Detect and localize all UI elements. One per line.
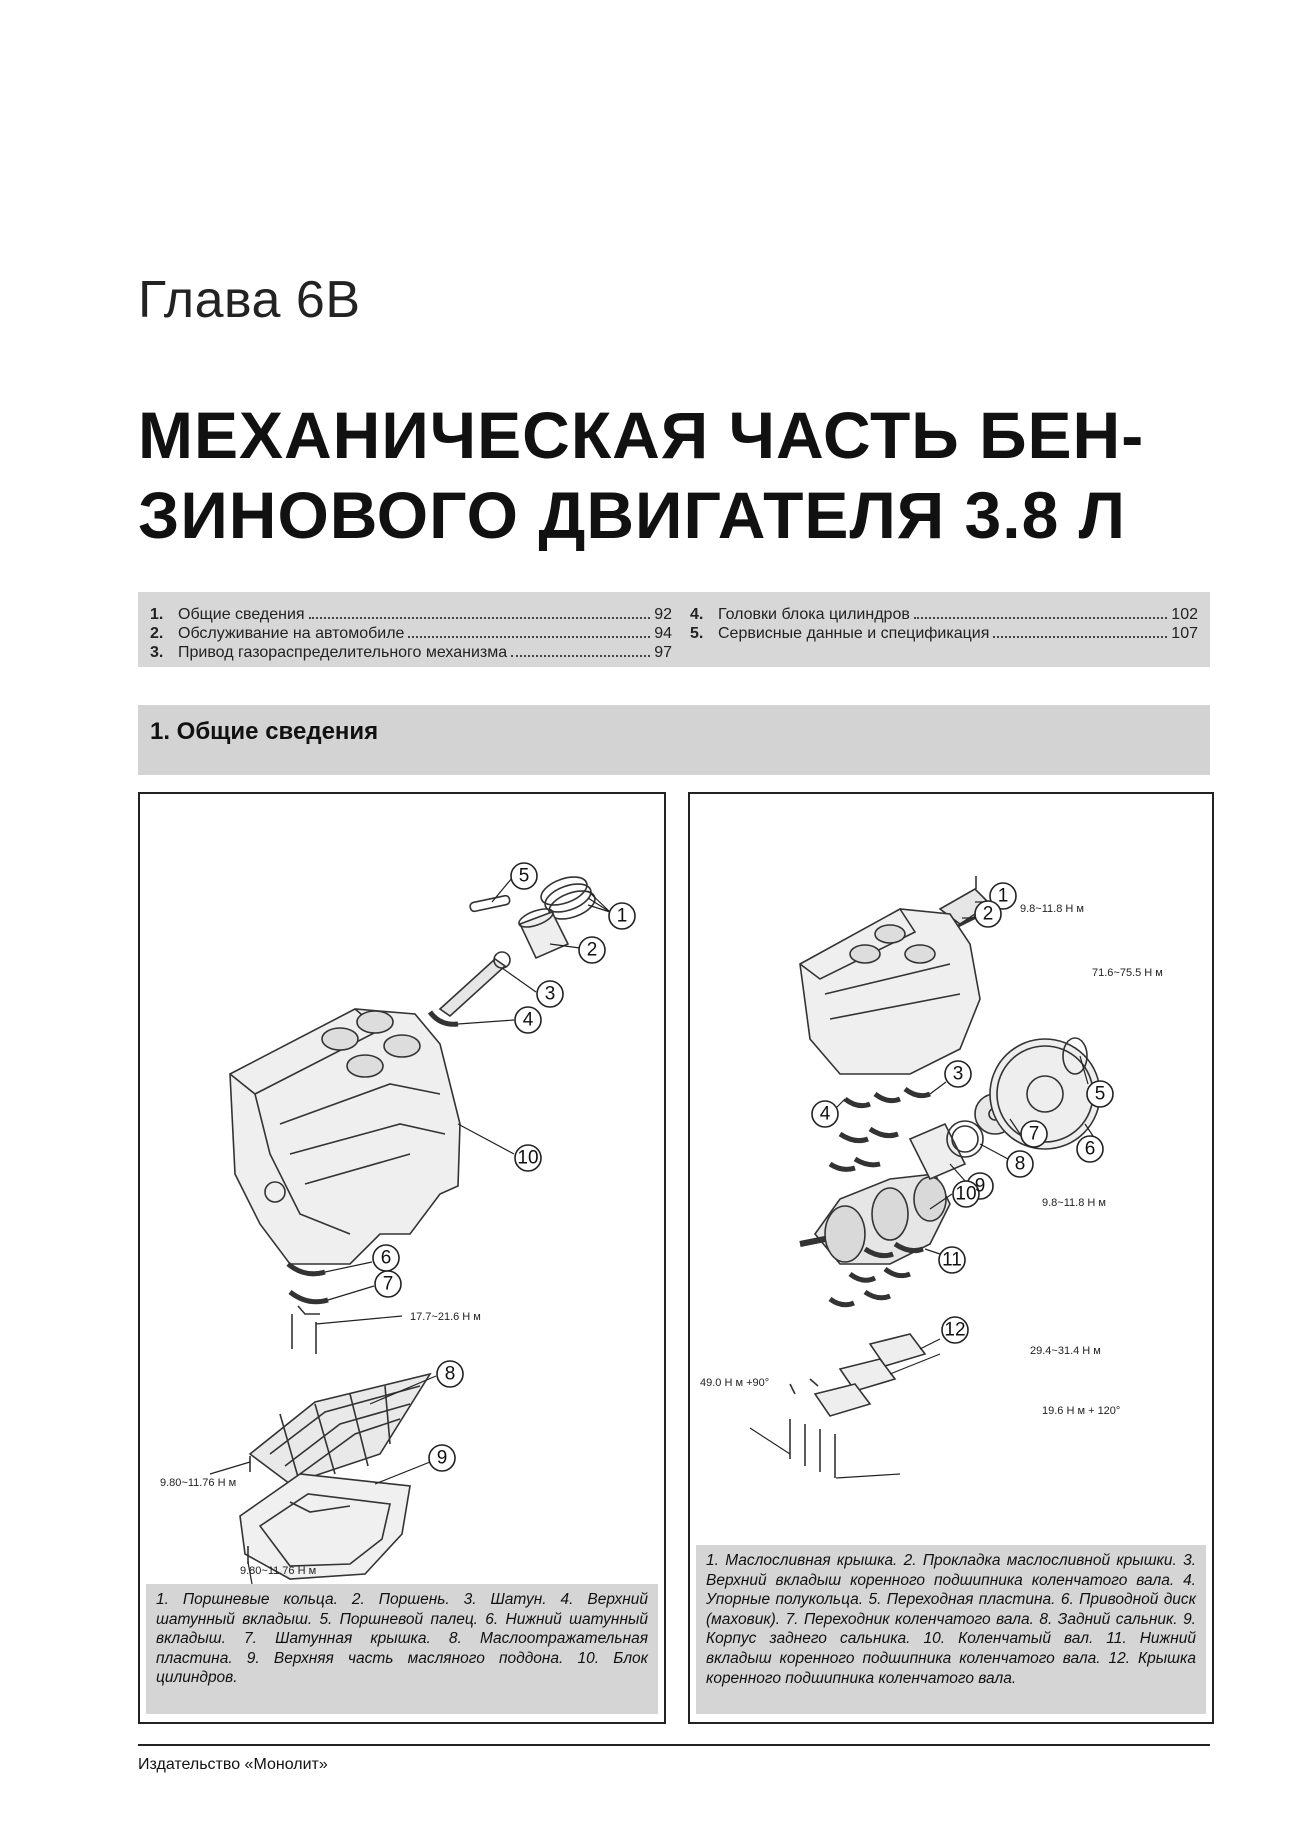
- toc-item-3[interactable]: [150, 643, 672, 662]
- figure-engine-block-exploded: [138, 792, 666, 1724]
- toc-item-5[interactable]: [690, 624, 1198, 643]
- torque-label: 49.0 Н м +90°: [700, 1377, 770, 1389]
- toc-item-number: 1.: [150, 606, 164, 623]
- figure-crankshaft-exploded: [688, 792, 1214, 1724]
- torque-label: 9.80~11.76 Н м: [240, 1565, 317, 1577]
- callout-9: 9: [436, 1447, 448, 1469]
- figure-caption-left: 1. Поршневые кольца. 2. Поршень. 3. Шатун. 4. Верхний шатунный вкладыш. 5. Поршневой палец. 6. Нижний шатунный вкладыш. 7. Шатунная крышка. 8. Маслоотражательная пластина. 9. Верхняя часть масляного поддона. 10. Блок цилиндров.: [146, 1584, 658, 1714]
- callout-3: 3: [952, 1063, 964, 1085]
- callout-2: 2: [586, 939, 598, 961]
- torque-label: 71.6~75.5 Н м: [1092, 967, 1163, 979]
- callout-3: 3: [544, 983, 556, 1005]
- torque-label: 19.6 Н м + 120°: [1042, 1405, 1121, 1417]
- torque-label: 9.8~11.8 Н м: [1042, 1197, 1106, 1209]
- callout-8: 8: [1014, 1153, 1026, 1175]
- section-heading: 1. Общие сведения: [150, 718, 379, 745]
- toc-item-page: 94: [654, 625, 672, 642]
- toc-item-page: 97: [654, 644, 672, 661]
- toc-column-left: [150, 605, 672, 662]
- table-of-contents: [138, 592, 1210, 667]
- callout-4: 4: [522, 1009, 534, 1031]
- callout-7: 7: [382, 1273, 394, 1295]
- callout-1: 1: [616, 905, 628, 927]
- chapter-label: Глава 6В: [138, 271, 361, 329]
- figure-caption-right: 1. Маслосливная крышка. 2. Прокладка маслосливной крышки. 3. Верхний вкладыш коренного подшипника коленчатого вала. 4. Упорные полукольца. 5. Переходная пластина. 6. Приводной диск (маховик). 7. Переходник коленчатого вала. 8. Задний сальник. 9. Корпус заднего сальника. 10. Коленчатый вал. 11. Нижний вкладыш коренного подшипника коленчатого вала. 12. Крышка коренного подшипника коленчатого вала.: [696, 1545, 1206, 1714]
- callout-4: 4: [819, 1103, 831, 1125]
- toc-item-title: Обслуживание на автомобиле: [178, 625, 405, 642]
- torque-label: 9.80~11.76 Н м: [160, 1477, 237, 1489]
- callout-10: 10: [517, 1147, 539, 1169]
- callout-5: 5: [518, 865, 530, 887]
- toc-leader-dots: [914, 617, 1167, 619]
- callout-5: 5: [1094, 1083, 1106, 1105]
- callout-6: 6: [380, 1247, 392, 1269]
- toc-leader-dots: [309, 617, 651, 619]
- toc-item-number: 5.: [690, 625, 704, 642]
- toc-item-page: 102: [1171, 606, 1198, 623]
- callout-11: 11: [942, 1249, 962, 1271]
- toc-item-4[interactable]: [690, 605, 1198, 624]
- toc-item-title: Привод газораспределительного механизма: [178, 644, 508, 661]
- toc-item-2[interactable]: [150, 624, 672, 643]
- toc-item-number: 3.: [150, 644, 164, 661]
- torque-label: 9.8~11.8 Н м: [1020, 903, 1084, 915]
- callout-2: 2: [982, 903, 994, 925]
- callout-12: 12: [944, 1319, 966, 1341]
- callout-1: 1: [997, 885, 1009, 907]
- callout-6: 6: [1084, 1138, 1096, 1160]
- toc-item-number: 4.: [690, 606, 704, 623]
- torque-label: 17.7~21.6 Н м: [410, 1311, 481, 1323]
- chapter-title-line-1: МЕХАНИЧЕСКАЯ ЧАСТЬ БЕН-: [138, 398, 1145, 472]
- torque-label: 29.4~31.4 Н м: [1030, 1345, 1101, 1357]
- toc-item-title: Головки блока цилиндров: [718, 606, 910, 623]
- toc-item-page: 107: [1171, 625, 1198, 642]
- callout-10: 10: [955, 1183, 977, 1205]
- toc-leader-dots: [511, 655, 650, 657]
- callout-7: 7: [1028, 1123, 1040, 1145]
- crankshaft-diagram: [690, 794, 1212, 1544]
- toc-item-number: 2.: [150, 625, 164, 642]
- callout-8: 8: [444, 1363, 456, 1385]
- toc-leader-dots: [408, 636, 650, 638]
- chapter-title: [138, 395, 1178, 555]
- toc-leader-dots: [993, 636, 1167, 638]
- callout-9: 9: [974, 1175, 986, 1197]
- toc-column-right: [690, 605, 1198, 643]
- chapter-title-line-2: ЗИНОВОГО ДВИГАТЕЛЯ 3.8 Л: [138, 478, 1126, 552]
- engine-block-diagram: [140, 794, 664, 1584]
- toc-item-title: Общие сведения: [178, 606, 305, 623]
- section-header: [138, 705, 1210, 775]
- footer-divider: [138, 1744, 1210, 1746]
- toc-item-page: 92: [654, 606, 672, 623]
- publisher-footer: Издательство «Монолит»: [138, 1756, 328, 1773]
- toc-item-1[interactable]: [150, 605, 672, 624]
- toc-item-title: Сервисные данные и спецификация: [718, 625, 990, 642]
